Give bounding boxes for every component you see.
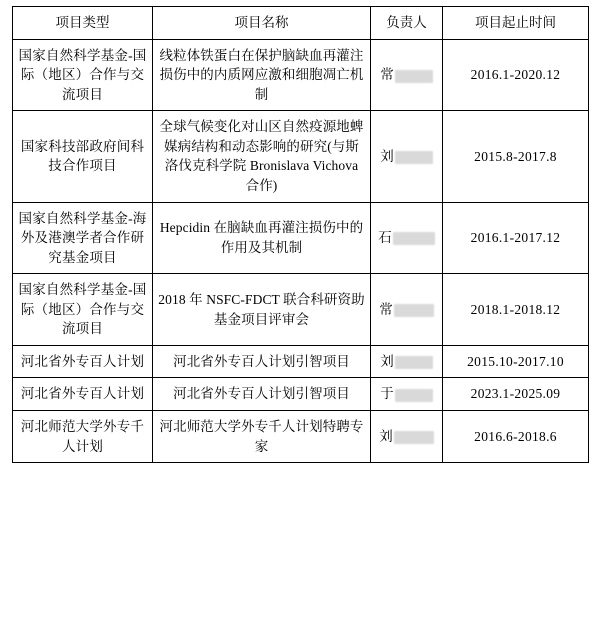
cell-project-period: 2018.1-2018.12 — [443, 274, 589, 346]
cell-project-type: 国家自然科学基金-国际（地区）合作与交流项目 — [13, 274, 153, 346]
cell-person-in-charge — [371, 274, 443, 346]
cell-person-in-charge — [371, 111, 443, 202]
cell-project-name: 河北师范大学外专千人计划特聘专家 — [153, 411, 371, 463]
cell-project-name: 河北省外专百人计划引智项目 — [153, 378, 371, 411]
table-row — [13, 39, 589, 111]
project-table — [12, 6, 589, 463]
cell-project-type: 国家自然科学基金-国际（地区）合作与交流项目 — [13, 39, 153, 111]
redaction-blur — [394, 304, 434, 317]
table-row — [13, 378, 589, 411]
person-surname: 常 — [379, 301, 393, 317]
column-header-person: 负责人 — [371, 7, 443, 40]
redaction-blur — [394, 431, 434, 444]
person-surname: 常 — [380, 67, 394, 83]
cell-person-in-charge — [371, 39, 443, 111]
person-surname: 刘 — [380, 353, 394, 369]
redaction-blur — [395, 151, 433, 164]
person-name-wrapper — [380, 352, 433, 372]
table-body — [13, 39, 589, 463]
table-row — [13, 202, 589, 274]
person-name-wrapper — [379, 427, 434, 447]
column-header-date: 项目起止时间 — [443, 7, 589, 40]
cell-project-type: 河北省外专百人计划 — [13, 345, 153, 378]
table-header — [13, 7, 589, 40]
table-row — [13, 274, 589, 346]
cell-person-in-charge — [371, 202, 443, 274]
table-row — [13, 345, 589, 378]
person-surname: 于 — [380, 386, 394, 402]
cell-person-in-charge — [371, 345, 443, 378]
cell-project-period: 2015.8-2017.8 — [443, 111, 589, 202]
person-name-wrapper — [378, 228, 435, 248]
person-surname: 刘 — [379, 428, 393, 444]
table-header-row — [13, 7, 589, 40]
person-surname: 石 — [378, 230, 392, 246]
redaction-blur — [395, 70, 433, 83]
cell-person-in-charge — [371, 411, 443, 463]
redaction-blur — [393, 232, 435, 245]
redaction-blur — [395, 356, 433, 369]
cell-project-period: 2016.1-2017.12 — [443, 202, 589, 274]
column-header-type: 项目类型 — [13, 7, 153, 40]
redaction-blur — [395, 389, 433, 402]
cell-project-type: 国家自然科学基金-海外及港澳学者合作研究基金项目 — [13, 202, 153, 274]
person-surname: 刘 — [380, 148, 394, 164]
cell-project-period: 2023.1-2025.09 — [443, 378, 589, 411]
cell-project-type: 国家科技部政府间科技合作项目 — [13, 111, 153, 202]
cell-project-name: 河北省外专百人计划引智项目 — [153, 345, 371, 378]
person-name-wrapper — [380, 384, 433, 404]
cell-project-name: Hepcidin 在脑缺血再灌注损伤中的作用及其机制 — [153, 202, 371, 274]
cell-project-period: 2016.1-2020.12 — [443, 39, 589, 111]
column-header-name: 项目名称 — [153, 7, 371, 40]
cell-project-name: 线粒体铁蛋白在保护脑缺血再灌注损伤中的内质网应激和细胞凋亡机制 — [153, 39, 371, 111]
person-name-wrapper — [380, 65, 433, 85]
cell-project-period: 2015.10-2017.10 — [443, 345, 589, 378]
cell-project-period: 2016.6-2018.6 — [443, 411, 589, 463]
person-name-wrapper — [380, 147, 433, 167]
cell-project-type: 河北师范大学外专千人计划 — [13, 411, 153, 463]
cell-person-in-charge — [371, 378, 443, 411]
cell-project-name: 2018 年 NSFC-FDCT 联合科研资助基金项目评审会 — [153, 274, 371, 346]
table-row — [13, 111, 589, 202]
table-row — [13, 411, 589, 463]
cell-project-name: 全球气候变化对山区自然疫源地蜱媒病结构和动态影响的研究(与斯洛伐克科学院 Bronislava Vichova 合作) — [153, 111, 371, 202]
cell-project-type: 河北省外专百人计划 — [13, 378, 153, 411]
person-name-wrapper — [379, 300, 434, 320]
